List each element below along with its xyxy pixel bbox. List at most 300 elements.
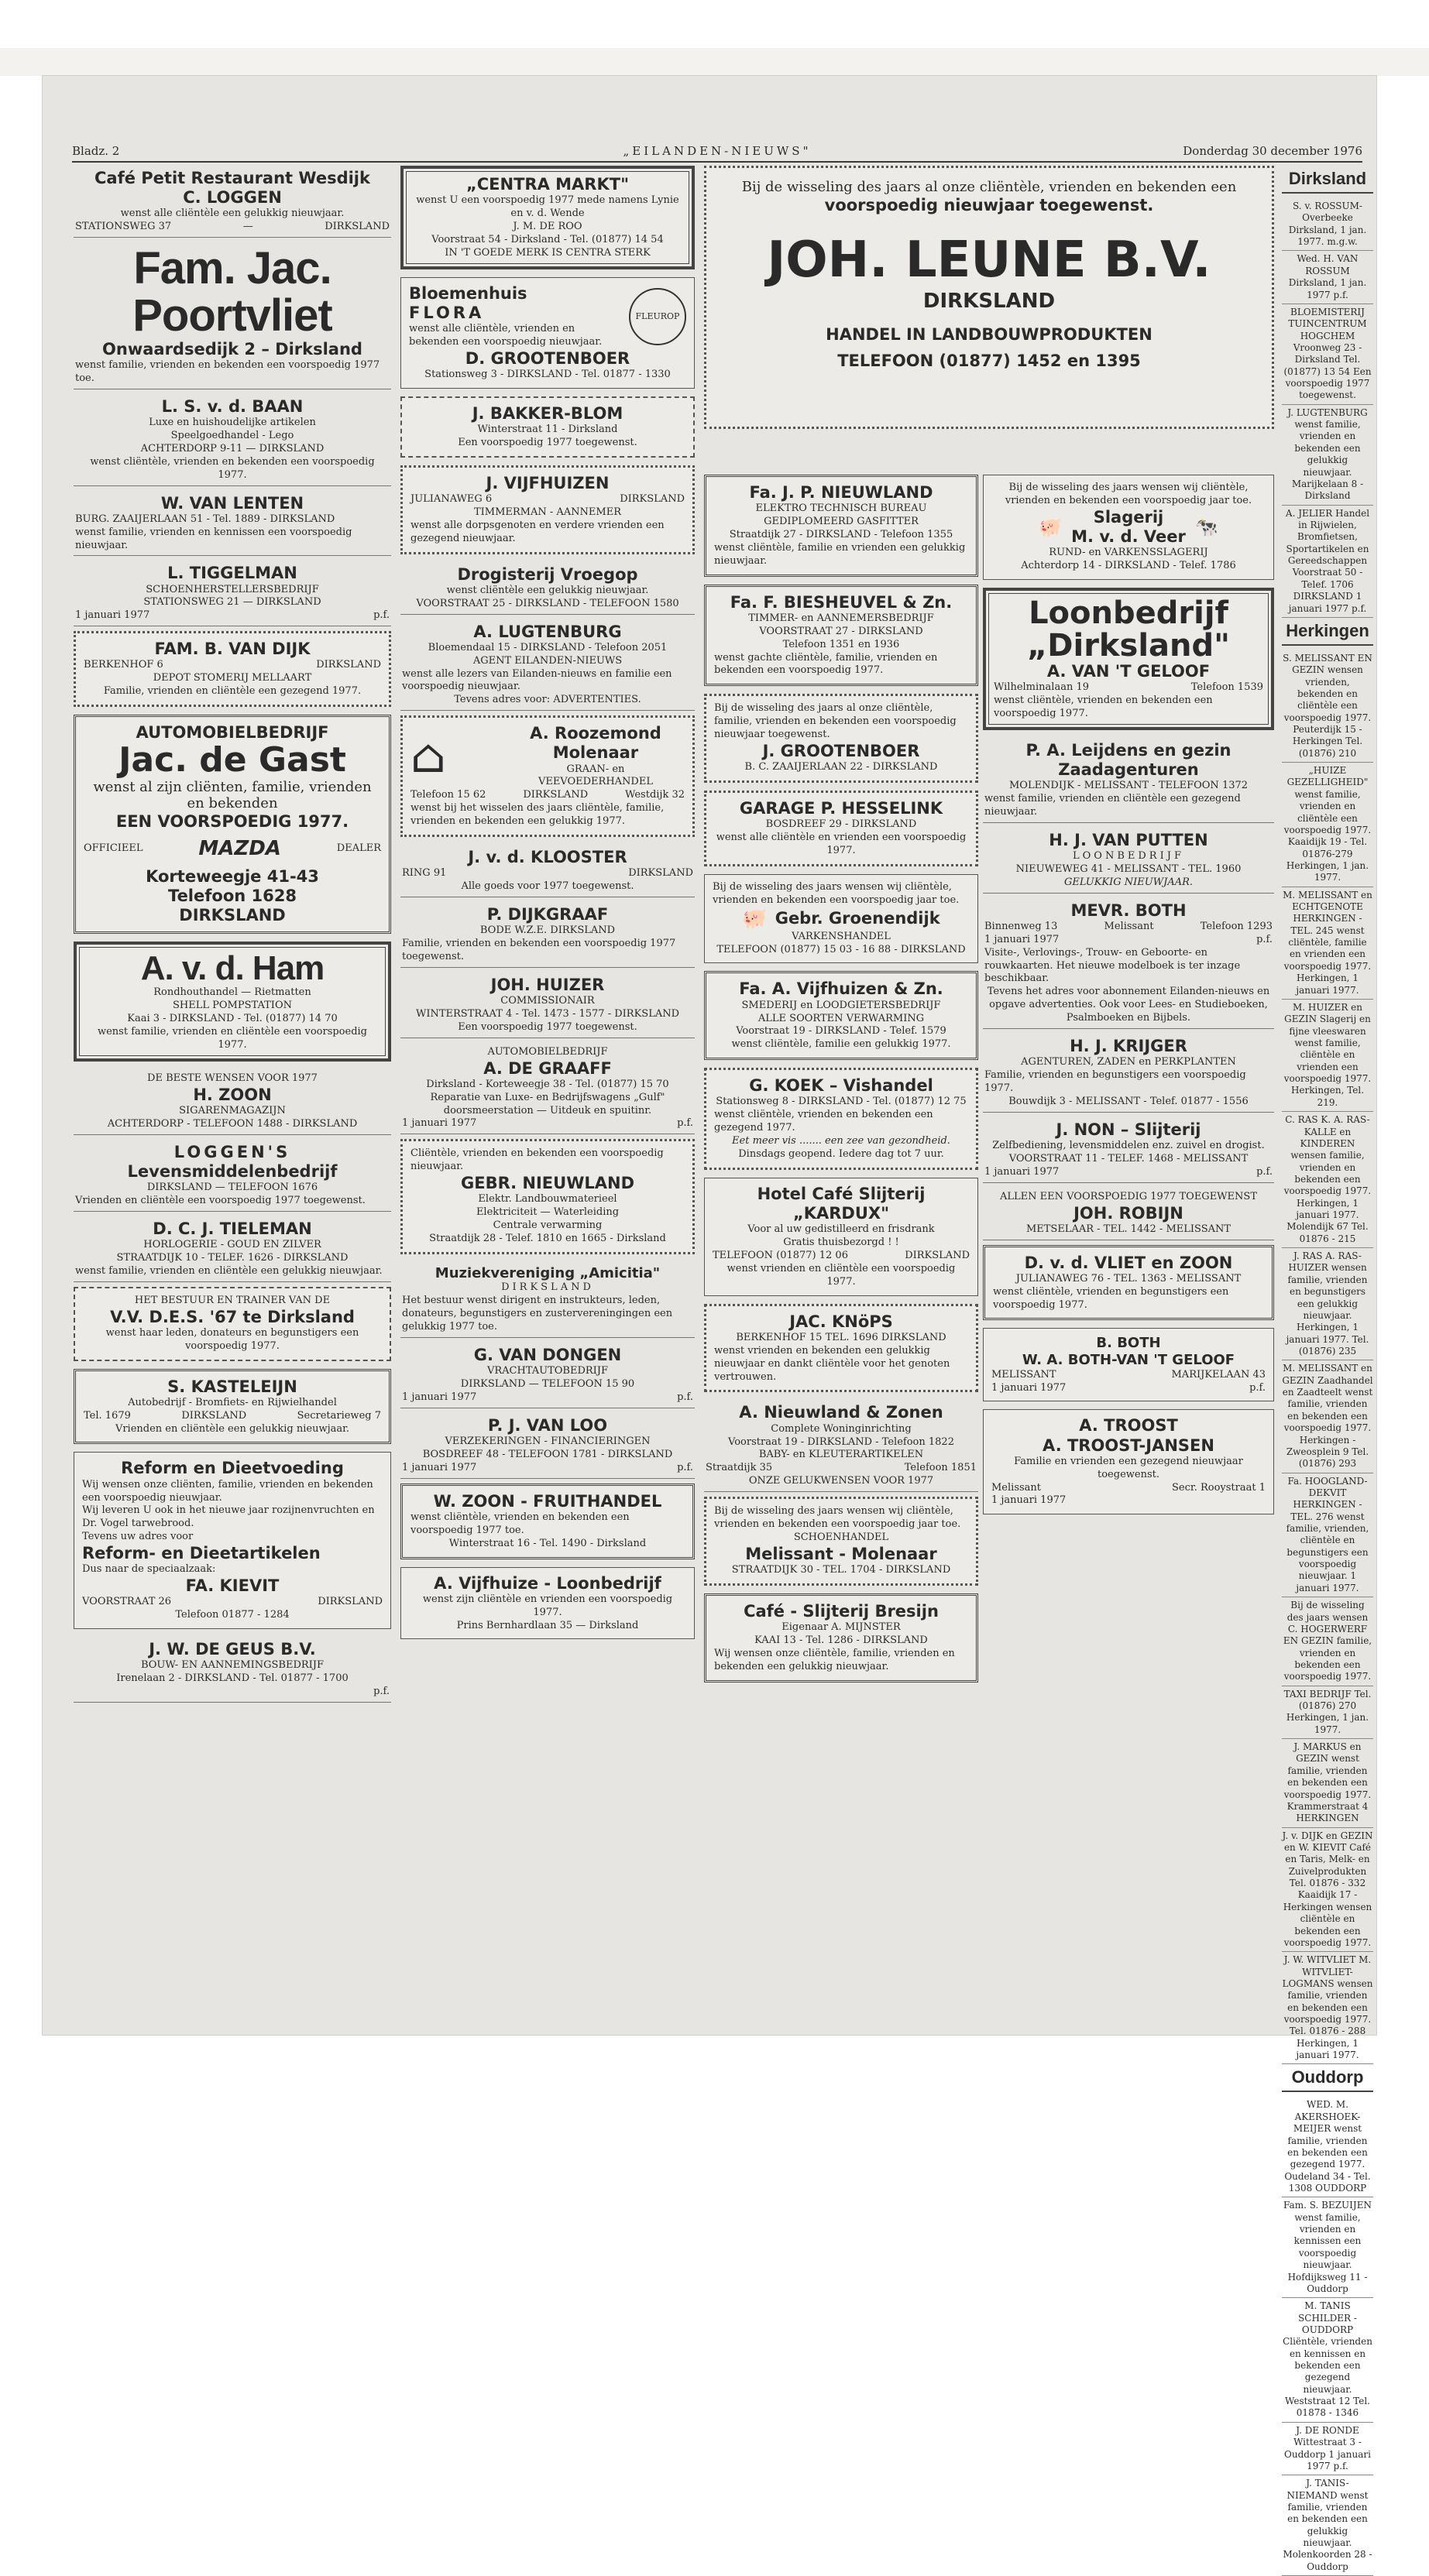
ad-van-loo — [400, 1413, 695, 1479]
ad-text: wenst cliëntèle, familie een gelukkig 1977. — [731, 1038, 951, 1051]
ad-address: MOLENDIJK - MELISSANT - TELEFOON 1372 — [1008, 780, 1249, 792]
ad-w-zoon — [400, 1484, 695, 1559]
ad-text: wenst cliëntèle, vrienden en bekenden een gezegend 1977. — [714, 1109, 933, 1134]
ad-subtitle: A. TROOST-JANSEN — [1043, 1435, 1214, 1455]
ad-text: wenst alle dorpsgenoten en verdere vrienden een gezegend nieuwjaar. — [410, 519, 665, 544]
mazda-logo: MAZDA — [198, 836, 281, 860]
ad-name: H. J. KRIJGER — [1070, 1037, 1187, 1056]
ad-name: Fa. A. Vijfhuizen & Zn. — [739, 979, 943, 999]
ad-name: JOH. LEUNE B.V. — [767, 231, 1211, 289]
ad-line: TIMMERMAN - AANNEMER — [473, 506, 622, 518]
ad-name: V.V. D.E.S. '67 te Dirksland — [110, 1307, 355, 1326]
ad-subtitle: Reform- en Dieetartikelen — [82, 1544, 321, 1563]
ad-kardux — [704, 1178, 978, 1296]
ad-subtitle: Molenaar — [552, 743, 639, 763]
pig-icon: 🐖 — [1039, 516, 1063, 538]
ad-address: ACHTERDORP 9-11 — DIRKSLAND — [140, 442, 325, 454]
ad-address: MARIJKELAAN 43 — [1171, 1368, 1266, 1381]
ad-address: BERKENHOF 6 — [84, 659, 163, 671]
ad-loonbedrijf-dirksland — [983, 588, 1274, 730]
ad-text: wenst cliëntèle, vrienden en bekenden een voorspoedig 1977. — [994, 695, 1213, 719]
ad-name: Gebr. Groenendijk — [775, 909, 940, 928]
ad-line: TIMMER- en AANNEMERSBEDRIJF — [748, 612, 934, 624]
ad-name: GARAGE P. HESSELINK — [739, 799, 943, 818]
ad-address: JULIANAWEG 76 - TEL. 1363 - MELISSANT — [1015, 1272, 1242, 1285]
ad-place: DIRKSLAND — [325, 221, 390, 233]
ad-name: A. v. d. Ham — [140, 949, 325, 988]
ad-line: VEEVOEDERHANDEL — [538, 776, 653, 788]
ad-centra-markt — [400, 166, 695, 269]
ad-pf: p.f. — [373, 609, 390, 622]
ad-van-der-vliet — [983, 1245, 1274, 1321]
ad-line: RUND- en VARKENSSLAGERIJ — [1049, 547, 1208, 559]
ad-mevr-both — [983, 898, 1274, 1029]
ad-line: ALLEN EEN VOORSPOEDIG 1977 TOEGEWENST — [1000, 1190, 1257, 1202]
ad-line: VARKENSHANDEL — [792, 930, 891, 942]
ad-name: FAM. B. VAN DIJK — [154, 640, 311, 659]
ad-pf: p.f. — [677, 1117, 693, 1130]
ad-text: Bij de wisseling des jaars al onze cliëntèle, vrienden en bekenden een — [741, 179, 1237, 195]
ad-text: Bij de wisseling des jaars wensen wij cliëntèle, vrienden en bekenden een voorspoedig jaar toe. — [714, 1505, 961, 1530]
newspaper-title: „EILANDEN-NIEUWS" — [623, 144, 812, 158]
ad-name: A. TROOST — [1079, 1416, 1178, 1435]
ad-name: M. v. d. Veer — [1071, 527, 1186, 546]
ad-text: wenst familie, vrienden en cliëntèle een gezegend nieuwjaar. — [984, 793, 1241, 818]
ad-heading: AUTOMOBIELBEDRIJF — [136, 723, 329, 743]
ad-address: BURG. ZAAIJERLAAN 51 - Tel. 1889 - DIRKSLAND — [75, 513, 335, 525]
ad-name: A. Nieuwland & Zonen — [739, 1403, 943, 1422]
ad-subtitle: W. A. BOTH-VAN 'T GELOOF — [1022, 1352, 1235, 1369]
ad-text: Familie, vrienden en bekenden een voorspoedig 1977 toegewenst. — [402, 938, 676, 962]
ad-place: DIRKSLAND — [318, 1596, 383, 1608]
ad-name: G. KOEK – Vishandel — [749, 1076, 933, 1096]
ad-place: DIRKSLAND — [501, 1281, 594, 1294]
ad-address: Winterstraat 16 - Tel. 1490 - Dirksland — [448, 1537, 647, 1549]
ad-loggen-cafe: Café Petit Restaurant Wesdijk C. LOGGEN wenst alle cliëntèle een gelukkig nieuwjaar. STATIONSWEG 37 — DIRKSLAND — [74, 166, 391, 238]
ad-address: Stationsweg 8 - DIRKSLAND - Tel. (01877) 12 75 — [716, 1096, 967, 1108]
ad-line: Eigenaar A. MIJNSTER — [781, 1621, 901, 1633]
ad-name: P. A. Leijdens en gezin — [1025, 740, 1231, 760]
ad-vijfhuizen-zn — [704, 971, 978, 1060]
ad-date: 1 januari 1977 — [984, 1165, 1060, 1178]
ad-nieuwland-zonen — [704, 1400, 978, 1492]
ad-de-graaff — [400, 1043, 695, 1135]
ad-text: Vrienden en cliëntèle een voorspoedig 1977 toegewenst. — [75, 1195, 366, 1206]
ad-phone: Tel. 1679 — [84, 1409, 131, 1422]
ad-address: Straatdijk 27 - DIRKSLAND - Telefoon 1355 — [729, 528, 953, 540]
ad-address: METSELAAR - TEL. 1442 - MELISSANT — [1025, 1223, 1231, 1235]
ad-name: P. DIJKGRAAF — [486, 905, 609, 924]
ad-address: Bloemendaal 15 - DIRKSLAND - Telefoon 2051 — [428, 641, 668, 653]
ad-name: J. v. d. KLOOSTER — [468, 848, 627, 867]
ad-owner: D. GROOTENBOER — [465, 348, 630, 368]
ad-line: AGENTUREN, ZADEN en PERKPLANTEN — [1021, 1056, 1236, 1068]
ad-title: Café Petit Restaurant Wesdijk — [94, 169, 370, 187]
ad-tiggelman — [74, 561, 391, 626]
ad-loggens — [74, 1140, 391, 1212]
pig-icon: 🐖 — [742, 907, 768, 931]
greeting-entry: J. LUGTENBURG wenst familie, vrienden en bekenden een gelukkig nieuwjaar. Marijkelaan 8 - Dirksland — [1282, 405, 1373, 506]
newspaper-page — [43, 76, 1376, 2572]
windmill-icon: ⌂ — [410, 729, 446, 784]
ad-text: wenst alle cliëntèle en vrienden een voorspoedig 1977. — [716, 832, 967, 856]
ad-place: MELISSANT — [991, 1368, 1056, 1381]
ad-bresijn — [704, 1593, 978, 1682]
ad-place: Melissant — [1104, 920, 1154, 932]
ad-vijfhuize-loonbedrijf — [400, 1567, 695, 1640]
ad-hesselink — [704, 791, 978, 866]
ad-phone: Telefoon 1628 — [168, 886, 297, 905]
page-number: Bladz. 2 — [72, 144, 120, 158]
ad-line: Elektriciteit — Waterleiding — [476, 1206, 620, 1219]
ad-address: Westdijk 32 — [625, 789, 685, 801]
ad-line: Voor al uw gedistilleerd en frisdrank — [747, 1223, 935, 1236]
ad-name: J. VIJFHUIZEN — [486, 473, 610, 492]
ad-de-gast — [74, 715, 391, 934]
ad-melissant-molenaar — [704, 1497, 978, 1586]
issue-date: Donderdag 30 december 1976 — [1183, 144, 1362, 158]
ad-subtitle: „KARDUX" — [792, 1204, 890, 1223]
ad-text: Tevens het adres voor abonnement Eilanden-nieuws en opgave advertenties. Ook voor Lees- en Studieboeken, Psalmboeken en Bijbels. — [987, 986, 1270, 1024]
ad-name: J. GROOTENBOER — [762, 741, 920, 760]
ad-line: DE BESTE WENSEN VOOR 1977 — [147, 1072, 318, 1084]
ad-text: Alle goeds voor 1977 toegewenst. — [461, 880, 634, 893]
ad-line: Slagerij — [1093, 507, 1164, 527]
ad-line: HANDEL IN LANDBOUWPRODUKTEN — [826, 325, 1152, 345]
ad-poortvliet — [74, 242, 391, 389]
ad-vv-des — [74, 1287, 391, 1361]
ad-address: BERKENHOF 15 TEL. 1696 DIRKSLAND — [736, 1331, 946, 1343]
ad-line: SMEDERIJ en LOODGIETERSBEDRIJF — [741, 999, 941, 1011]
ad-pf: p.f. — [373, 1686, 390, 1698]
ad-date: 1 januari 1977 — [402, 1461, 477, 1473]
ad-text: Reparatie van Luxe- en Bedrijfswagens „Gulf" doorsmeerstation — Uitdeuk en spuitinr. — [430, 1091, 665, 1116]
ad-name: S. KASTELEIJN — [167, 1377, 297, 1396]
greeting-entry: M. MELISSANT en GEZIN Zaadhandel en Zaadteelt wenst familie, vrienden en bekenden een voorspoedig 1977. Herkingen - Zweosplein 9 Tel. (01876) 293 — [1282, 1360, 1373, 1473]
ad-address: NIEUWEWEG 41 - MELISSANT - TEL. 1960 — [1015, 863, 1242, 875]
ad-van-lenten — [74, 491, 391, 557]
ad-text: Visite-, Verlovings-, Trouw- en Geboorte- en rouwkaarten. Het nieuwe modelboek is ter inzage beschikbaar. — [984, 946, 1241, 985]
ad-name: P. J. VAN LOO — [487, 1415, 608, 1435]
ad-text: Wij leveren U ook in het nieuwe jaar rozijnenvruchten en Dr. Vogel tarwebrood. — [82, 1504, 375, 1530]
ad-address: Straatdijk 28 - Telef. 1810 en 1665 - Dirksland — [429, 1233, 666, 1244]
ad-knops — [704, 1304, 978, 1393]
ad-text: wenst familie, vrienden en bekenden een voorspoedig 1977 toe. — [75, 359, 380, 385]
greeting-entry: M. HUIZER en GEZIN Slagerij en fijne vleeswaren wenst familie, cliëntèle en vrienden een voorspoedig 1977. Herkingen, Tel. 219. — [1282, 1000, 1373, 1112]
ad-text: wenst cliëntèle, familie en vrienden een gelukkig nieuwjaar. — [714, 541, 966, 567]
ad-name: J. NON – Slijterij — [1056, 1120, 1201, 1139]
ad-hours: Dinsdags geopend. Iedere dag tot 7 uur. — [738, 1147, 944, 1160]
ad-phone: Telefoon 1539 — [1190, 681, 1263, 694]
ad-line: SHELL POMPSTATION — [173, 1000, 292, 1012]
ad-line: Gratis thuisbezorgd ! ! — [783, 1237, 899, 1249]
column-5-small-greetings — [1282, 166, 1373, 2576]
ad-line: SCHOENHERSTELLERSBEDRIJF — [146, 583, 319, 595]
ad-name: JAC. KNöPS — [789, 1312, 893, 1331]
ad-line: Centrale verwarming — [493, 1219, 603, 1232]
ad-van-der-veer — [983, 475, 1274, 580]
ad-place: DIRKSLAND — [905, 1250, 970, 1261]
greeting-entry: J. RAS A. RAS-HUIZER wensen familie, vrienden en begunstigers een gelukkig nieuwjaar. Herkingen, 1 januari 1977. Tel. (01876) 235 — [1282, 1248, 1373, 1360]
ad-line: AUTOMOBIELBEDRIJF — [487, 1045, 608, 1058]
ad-text: wenst alle lezers van Eilanden-nieuws en familie een voorspoedig nieuwjaar. — [402, 667, 672, 693]
column-4 — [983, 475, 1274, 1522]
ad-line: SIGARENMAGAZIJN — [179, 1104, 286, 1116]
ad-baan — [74, 394, 391, 486]
ad-address: VOORSTRAAT 25 - DIRKSLAND - TELEFOON 1580 — [416, 597, 679, 609]
ad-huizer — [400, 972, 695, 1038]
ad-line: HORLOGERIE - GOUD EN ZILVER — [143, 1239, 321, 1251]
ad-name: Fam. Jac. Poortvliet — [132, 243, 332, 341]
ad-place: DIRKSLAND — [620, 493, 685, 506]
ad-leijdens — [983, 738, 1274, 823]
ad-name: Fa. F. BIESHEUVEL & Zn. — [730, 592, 953, 612]
ad-pf: p.f. — [1256, 1165, 1273, 1178]
ad-place: Melissant — [991, 1481, 1042, 1494]
ad-line: J. M. DE ROO — [513, 220, 582, 232]
ad-text: wenst vrienden en bekenden een gelukkig nieuwjaar en dankt cliëntèle voor het genoten vertrouwen. — [714, 1344, 950, 1383]
ad-troost — [983, 1409, 1274, 1514]
masthead — [72, 144, 1362, 163]
ad-date: 1 januari 1977 — [402, 1391, 477, 1404]
greeting-entry: Bij de wisseling des jaars wensen C. HOGERWERF EN GEZIN familie, vrienden en bekenden een voorspoedig 1977. — [1282, 1597, 1373, 1686]
ad-line: HET BESTUUR EN TRAINER VAN DE — [134, 1294, 331, 1306]
ad-name: JOH. HUIZER — [490, 975, 605, 994]
ad-name: W. ZOON - FRUITHANDEL — [433, 1491, 662, 1511]
ad-text: Een voorspoedig 1977 toegewenst. — [458, 436, 637, 448]
ad-phone: Telefoon 1851 — [904, 1462, 977, 1474]
ad-address: Voorstraat 19 - DIRKSLAND - Telefoon 1822 — [728, 1435, 954, 1448]
ad-biesheuvel — [704, 585, 978, 687]
ad-date: 1 januari 1977 — [991, 1381, 1067, 1394]
ad-name: Café - Slijterij Bresijn — [744, 1601, 939, 1621]
ad-name: J. BAKKER-BLOM — [472, 403, 623, 423]
ad-van-dijk — [74, 631, 391, 707]
ad-text: wenst familie, vrienden en cliëntèle een gelukkig nieuwjaar. — [75, 1264, 383, 1277]
ad-name: MEVR. BOTH — [1070, 900, 1187, 920]
ad-address: KAAI 13 - Tel. 1286 - DIRKSLAND — [754, 1634, 928, 1646]
ad-line: ONZE GELUKWENSEN VOOR 1977 — [748, 1475, 934, 1487]
ad-text: Bij de wisseling des jaars al onze cliëntèle, familie, vrienden en bekenden een voorspoedig nieuwjaar toegewenst. — [714, 702, 957, 741]
ad-groenendijk — [704, 874, 978, 964]
ad-line: LOONBEDRIJF — [1073, 850, 1184, 863]
ad-name: L. TIGGELMAN — [167, 564, 297, 583]
ad-place: DIRKSLAND — [316, 659, 381, 671]
ad-text: wenst al zijn cliënten, familie, vrienden en bekenden — [93, 778, 372, 812]
ad-flora — [400, 277, 695, 389]
ad-address: RING 91 — [402, 867, 447, 880]
ad-text: wenst vrienden en cliëntèle een voorspoedig 1977. — [727, 1262, 956, 1288]
ad-line: GEDIPLOMEERD GASFITTER — [764, 516, 919, 528]
ad-name: Muziekvereniging „Amicitia" — [435, 1264, 661, 1281]
ad-name: Drogisterij Vroegop — [457, 564, 638, 584]
greeting-entry: S. MELISSANT EN GEZIN wensen vrienden, bekenden en cliëntèle een voorspoedig 1977. Peuterdijk 15 - Herkingen Tel. (01876) 210 — [1282, 650, 1373, 763]
ad-name: „CENTRA MARKT" — [465, 175, 630, 194]
ad-address: Stationsweg 3 - DIRKSLAND - Tel. 01877 - 1330 — [424, 368, 671, 380]
cow-icon: 🐄 — [1194, 516, 1218, 538]
ad-text: Een voorspoedig 1977 toegewenst. — [458, 1020, 637, 1033]
ad-robijn — [983, 1188, 1274, 1240]
ad-name: Bloemenhuis — [409, 283, 527, 303]
ad-van-der-ham — [74, 942, 391, 1062]
ad-kievit — [74, 1452, 391, 1629]
greeting-entry: C. RAS K. A. RAS-KALLE en KINDEREN wensen familie, vrienden en bekenden een voorspoedig 1977. Herkingen, 1 januari 1977. Molendijk 67 Tel. 01876 - 215 — [1282, 1112, 1373, 1248]
ad-text: Bij de wisseling des jaars wensen wij cliëntèle, vrienden en bekenden een voorspoedig jaar toe. — [713, 880, 960, 906]
greetings-list-dirksland — [1282, 198, 1373, 618]
ad-name: A. Roozemond — [530, 724, 661, 743]
ad-pf: p.f. — [677, 1391, 693, 1404]
ad-name: A. Vijfhuize - Loonbedrijf — [434, 1573, 661, 1593]
ad-line: Autobedrijf - Bromfiets- en Rijwielhandel — [128, 1396, 337, 1408]
ad-pf: p.f. — [1256, 933, 1273, 945]
ad-name: G. VAN DONGEN — [473, 1346, 622, 1365]
greeting-entry: S. v. ROSSUM-Overbeeke Dirksland, 1 jan. 1977. m.g.w. — [1282, 198, 1373, 251]
ad-line: IN 'T GOEDE MERK IS CENTRA STERK — [445, 246, 651, 259]
ad-line: GRAAN- en — [566, 763, 625, 775]
ad-address: Voorstraat 19 - DIRKSLAND - Telef. 1579 — [736, 1025, 946, 1038]
ad-address: Irenelaan 2 - DIRKSLAND - Tel. 01877 - 1700 — [116, 1672, 349, 1685]
ad-phone: Telefoon 1293 — [1200, 920, 1273, 932]
ad-name: B. BOTH — [1096, 1335, 1161, 1352]
ad-line: Luxe en huishoudelijke artikelen — [149, 417, 316, 429]
ad-address: Bouwdijk 3 - MELISSANT - Telef. 01877 - 1556 — [1008, 1095, 1249, 1107]
greeting-entry: A. JELIER Handel in Rijwielen, Bromfietsen, Sportartikelen en Gereedschappen Voorstraat 50 - Telef. 1706 DIRKSLAND 1 januari 1977 p.f. — [1282, 506, 1373, 618]
greeting-entry: Wed. H. VAN ROSSUM Dirksland, 1 jan. 1977 p.f. — [1282, 251, 1373, 304]
ad-wish: EEN VOORSPOEDIG 1977. — [115, 811, 349, 831]
ad-subtitle: FLORA — [409, 303, 485, 322]
greeting-entry: BLOEMISTERIJ TUINCENTRUM HOGCHEM Vroonweg 23 - Dirksland Tel. (01877) 13 54 Een voorspoedig 1977 toegewenst. — [1282, 304, 1373, 405]
ad-text: wenst gachte cliëntèle, familie, vrienden en bekenden een voorspoedig 1977. — [714, 651, 938, 677]
ad-name: GEBR. NIEUWLAND — [460, 1174, 635, 1193]
greetings-list-herkingen — [1282, 650, 1373, 2065]
ad-roozemond — [400, 715, 695, 837]
ad-text: Bij de wisseling des jaars wensen wij cliëntèle, vrienden en bekenden een voorspoedig jaar toe. — [1005, 482, 1252, 506]
ad-van-putten — [983, 828, 1274, 894]
ad-text: wenst cliëntèle, vrienden en begunstigers een voorspoedig 1977. — [993, 1285, 1229, 1311]
ad-joh-leune — [704, 166, 1274, 429]
ad-non — [983, 1117, 1274, 1183]
ad-text: wenst cliëntèle, vrienden en bekenden een voorspoedig 1977 toe. — [410, 1511, 630, 1536]
ad-address: JULIANAWEG 6 — [410, 493, 493, 506]
column-2 — [400, 166, 695, 1647]
ad-name: J. W. DE GEUS B.V. — [149, 1640, 316, 1659]
ad-text: wenst bij het wisselen des jaars cliëntèle, familie, vrienden en bekenden een gelukkig 1977. — [410, 802, 665, 828]
ad-krijger — [983, 1034, 1274, 1113]
ad-name: D. v. d. VLIET en ZOON — [1024, 1253, 1233, 1272]
ad-address: VOORSTRAAT 11 - TELEF. 1468 - MELISSANT — [1008, 1152, 1249, 1165]
ad-line: DEPOT STOMERIJ MELLAART — [153, 672, 312, 684]
ad-line: Rondhouthandel — Rietmatten — [153, 986, 311, 999]
ad-address: Secretarieweg 7 — [297, 1409, 381, 1422]
ad-text: wenst U een voorspoedig 1977 mede namens Lynie en v. d. Wende — [416, 194, 679, 220]
ad-subtitle: Onwaardsedijk 2 – Dirksland — [102, 339, 362, 358]
ad-h-zoon — [74, 1069, 391, 1135]
ad-text: GELUKKIG NIEUWJAAR. — [1063, 876, 1194, 888]
ad-owner: A. VAN 'T GELOOF — [1046, 661, 1211, 681]
ad-grootenboer — [704, 694, 978, 783]
ad-line: COMMISSIONAIR — [500, 995, 595, 1007]
ad-address: VOORSTRAAT 26 — [82, 1596, 172, 1608]
ad-line: ELEKTRO TECHNISCH BUREAU — [755, 503, 927, 515]
ad-date: 1 januari 1977 — [984, 933, 1060, 945]
ad-name: JOH. ROBIJN — [1073, 1203, 1183, 1223]
ad-name: FA. KIEVIT — [185, 1576, 280, 1596]
ad-line: Elektr. Landbouwmaterieel — [478, 1193, 617, 1206]
ad-date: 1 januari 1977 — [75, 609, 150, 622]
ad-label: DEALER — [336, 842, 381, 855]
ad-address: STATIONSWEG 37 — [75, 221, 172, 233]
ad-de-geus — [74, 1637, 391, 1703]
greetings-list-ouddorp — [1282, 2097, 1373, 2576]
ad-text: wenst cliëntèle een gelukkig nieuwjaar. — [446, 584, 649, 596]
greeting-entry: J. TANIS-NIEMAND wenst familie, vrienden en bekenden een gelukkig nieuwjaar. Molenkoorden 28 - Ouddorp — [1282, 2475, 1373, 2576]
ad-phone: Telefoon 01877 - 1284 — [175, 1609, 290, 1621]
ad-wish: voorspoedig nieuwjaar toegewenst. — [824, 195, 1154, 214]
ad-address: STATIONSWEG 21 — DIRKSLAND — [143, 596, 321, 609]
ad-vroegop — [400, 562, 695, 615]
ad-phone: Telefoon 15 62 — [410, 789, 486, 801]
ad-name: Hotel Café Slijterij — [757, 1184, 926, 1203]
ad-lugtenburg — [400, 619, 695, 712]
ad-text: Familie, vrienden en begunstigers een voorspoedig 1977. — [984, 1069, 1246, 1094]
ad-van-dongen — [400, 1343, 695, 1408]
ad-text: Dus naar de speciaalzaak: — [82, 1563, 216, 1576]
ad-address: Achterdorp 14 - DIRKSLAND - Telef. 1786 — [1021, 560, 1236, 572]
ad-date: 1 januari 1977 — [402, 1117, 477, 1130]
ad-address: TELEFOON (01877) 15 03 - 16 88 - DIRKSLAND — [716, 943, 966, 955]
ad-address: B. C. ZAAIJERLAAN 22 - DIRKSLAND — [744, 761, 938, 773]
scan-margin — [0, 48, 1429, 76]
ad-place: DIRKSLAND — [628, 867, 693, 880]
ad-amicitia — [400, 1262, 695, 1338]
leune-banner-area — [704, 166, 1274, 437]
ad-text: wenst alle cliëntèle, vrienden en bekenden een voorspoedig nieuwjaar. — [409, 323, 603, 348]
ad-line: VERZEKERINGEN - FINANCIERINGEN — [445, 1435, 651, 1448]
ad-text: Cliëntèle, vrienden en bekenden een voorspoedig nieuwjaar. — [410, 1147, 664, 1173]
greeting-entry: J. DE RONDE Wittestraat 3 - Ouddorp 1 januari 1977 p.f. — [1282, 2423, 1373, 2475]
ad-name: LOGGEN'S — [173, 1142, 291, 1161]
ad-address: Prins Bernhardlaan 35 — Dirksland — [456, 1619, 639, 1631]
ad-address: ACHTERDORP - TELEFOON 1488 - DIRKSLAND — [107, 1117, 358, 1130]
ad-line: Zelfbediening, levensmiddelen enz. zuivel en drogist. — [992, 1139, 1265, 1151]
ad-address: Kaai 3 - DIRKSLAND - Tel. (01877) 14 70 — [127, 1013, 338, 1025]
ad-subtitle: Zaadagenturen — [1058, 760, 1199, 779]
ad-address: Dirksland - Korteweegje 38 - Tel. (01877) 15 70 — [426, 1078, 669, 1090]
section-heading-herkingen: Herkingen — [1282, 618, 1373, 646]
greeting-entry: Fa. HOOGLAND-DEKVIT HERKINGEN - TEL. 276 wenst familie, vrienden, cliëntèle en begunstigers een voorspoedig nieuwjaar. 1 januari 1977. — [1282, 1473, 1373, 1598]
ad-name: „Dirksland" — [1027, 627, 1230, 664]
ad-name: Jac. de Gast — [119, 740, 346, 780]
ad-name: Fa. J. P. NIEUWLAND — [749, 483, 933, 502]
ad-text: wenst zijn cliëntèle en vrienden een voorspoedig 1977. — [422, 1593, 673, 1618]
ad-name: A. DE GRAAFF — [483, 1058, 612, 1078]
ad-text: wenst familie, vrienden en cliëntèle een voorspoedig 1977. — [97, 1026, 368, 1051]
ad-address: Winterstraat 11 - Dirksland — [477, 424, 618, 436]
ad-address: STRAATDIJK 10 - TELEF. 1626 - DIRKSLAND — [116, 1251, 349, 1264]
column-1 — [74, 166, 391, 1707]
ad-text: Wij wensen onze cliëntèle, familie, vrienden en bekenden een gelukkig nieuwjaar. — [714, 1647, 955, 1672]
ad-phone: TELEFOON (01877) 12 06 — [713, 1250, 848, 1261]
ad-text: Vrienden en cliëntèle een gelukkig nieuwjaar. — [115, 1422, 350, 1435]
ad-line: VRACHTAUTOBEDRIJF — [486, 1365, 609, 1377]
ad-phone: Telefoon 1351 en 1936 — [782, 638, 900, 650]
ad-phone: TELEFOON (01877) 1452 en 1395 — [837, 351, 1141, 370]
ad-line: AGENT EILANDEN-NIEUWS — [472, 654, 623, 667]
ad-koek — [704, 1068, 978, 1170]
greeting-entry: TAXI BEDRIJF Tel. (01876) 270 Herkingen, 1 jan. 1977. — [1282, 1686, 1373, 1739]
ad-name: D. C. J. TIELEMAN — [153, 1219, 312, 1238]
ad-jp-nieuwland — [704, 475, 978, 577]
